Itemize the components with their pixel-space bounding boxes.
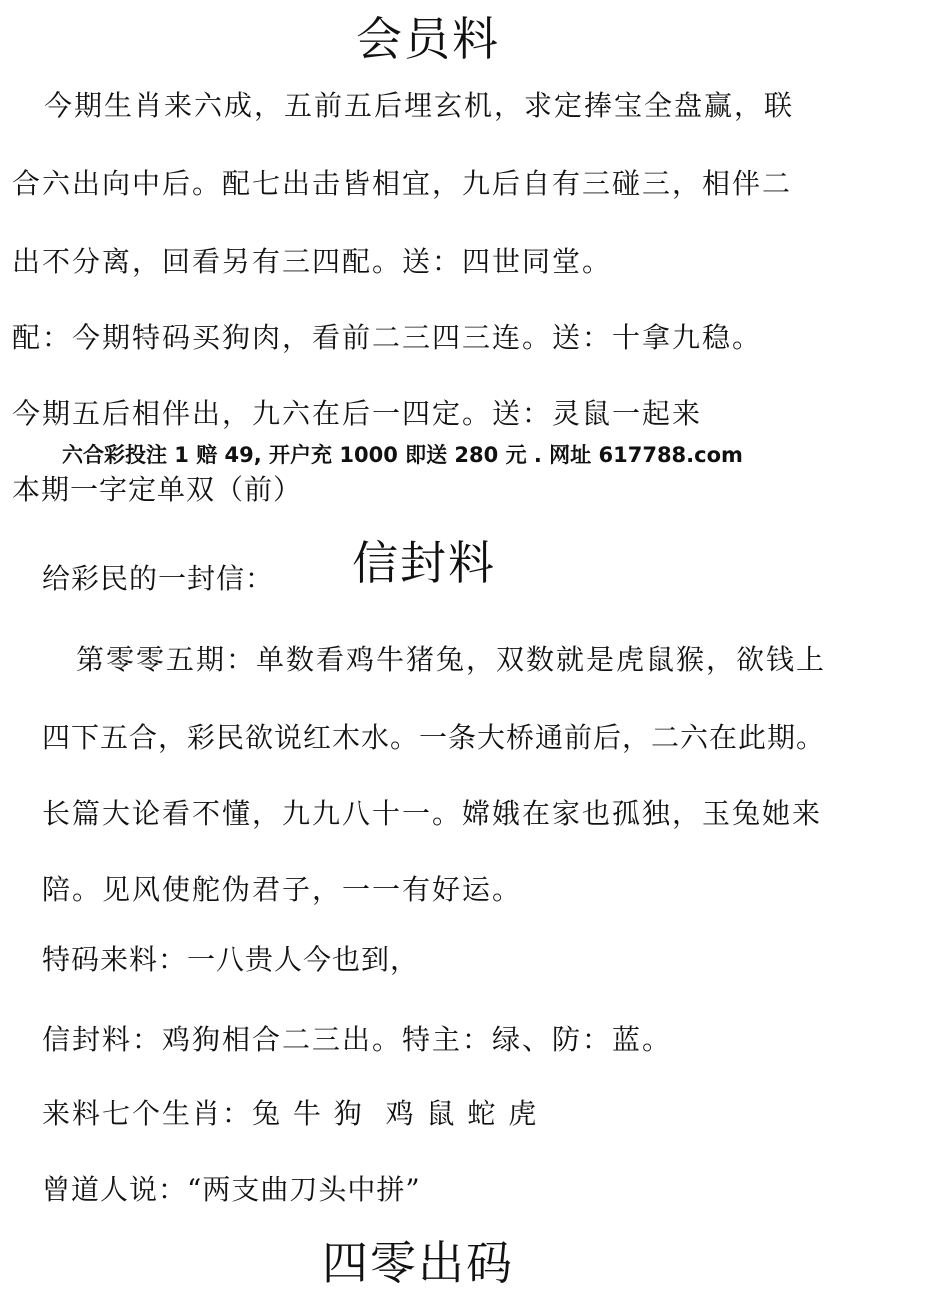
seven-zodiac-line: 来料七个生肖：兔 牛 狗 鸡 鼠 蛇 虎: [42, 1097, 539, 1130]
members-line-3: 出不分离，回看另有三四配。送：四世同堂。: [12, 245, 613, 278]
zeng-daoren-line: 曾道人说：“两支曲刀头中拼”: [42, 1173, 421, 1206]
letter-line-3: 长篇大论看不懂，九九八十一。嫦娥在家也孤独，玉兔她来: [42, 797, 823, 830]
letter-line-2: 四下五合，彩民欲说红木水。一条大桥通前后，二六在此期。: [42, 721, 826, 754]
advert-banner: 六合彩投注 1 赔 49, 开户充 1000 即送 280 元 . 网址 617788.com: [62, 443, 743, 467]
letter-greeting: 给彩民的一封信：: [42, 562, 275, 595]
members-line-1: 今期生肖来六成，五前五后埋玄机，求定捧宝全盘赢，联: [44, 89, 795, 122]
letter-line-1: 第零零五期：单数看鸡牛猪兔，双数就是虎鼠猴，欲钱上: [76, 643, 827, 676]
section-title-four-zero: 四零出码: [322, 1236, 514, 1290]
letter-line-4: 陪。见风使舵伪君子，一一有好运。: [42, 873, 523, 906]
tema-line: 特码来料：一八贵人今也到，: [42, 943, 420, 976]
members-line-5: 今期五后相伴出，九六在后一四定。送：灵鼠一起来: [12, 397, 703, 430]
section-title-members: 会员料: [356, 12, 500, 66]
members-line-2: 合六出向中后。配七出击皆相宜，九后自有三碰三，相伴二: [12, 167, 793, 200]
envelope-line: 信封料：鸡狗相合二三出。特主：绿、防：蓝。: [42, 1023, 673, 1056]
section-title-envelope: 信封料: [352, 536, 496, 590]
single-double-line: 本期一字定单双（前）: [12, 473, 303, 506]
members-line-4: 配：今期特码买狗肉，看前二三四三连。送：十拿九稳。: [12, 321, 763, 354]
